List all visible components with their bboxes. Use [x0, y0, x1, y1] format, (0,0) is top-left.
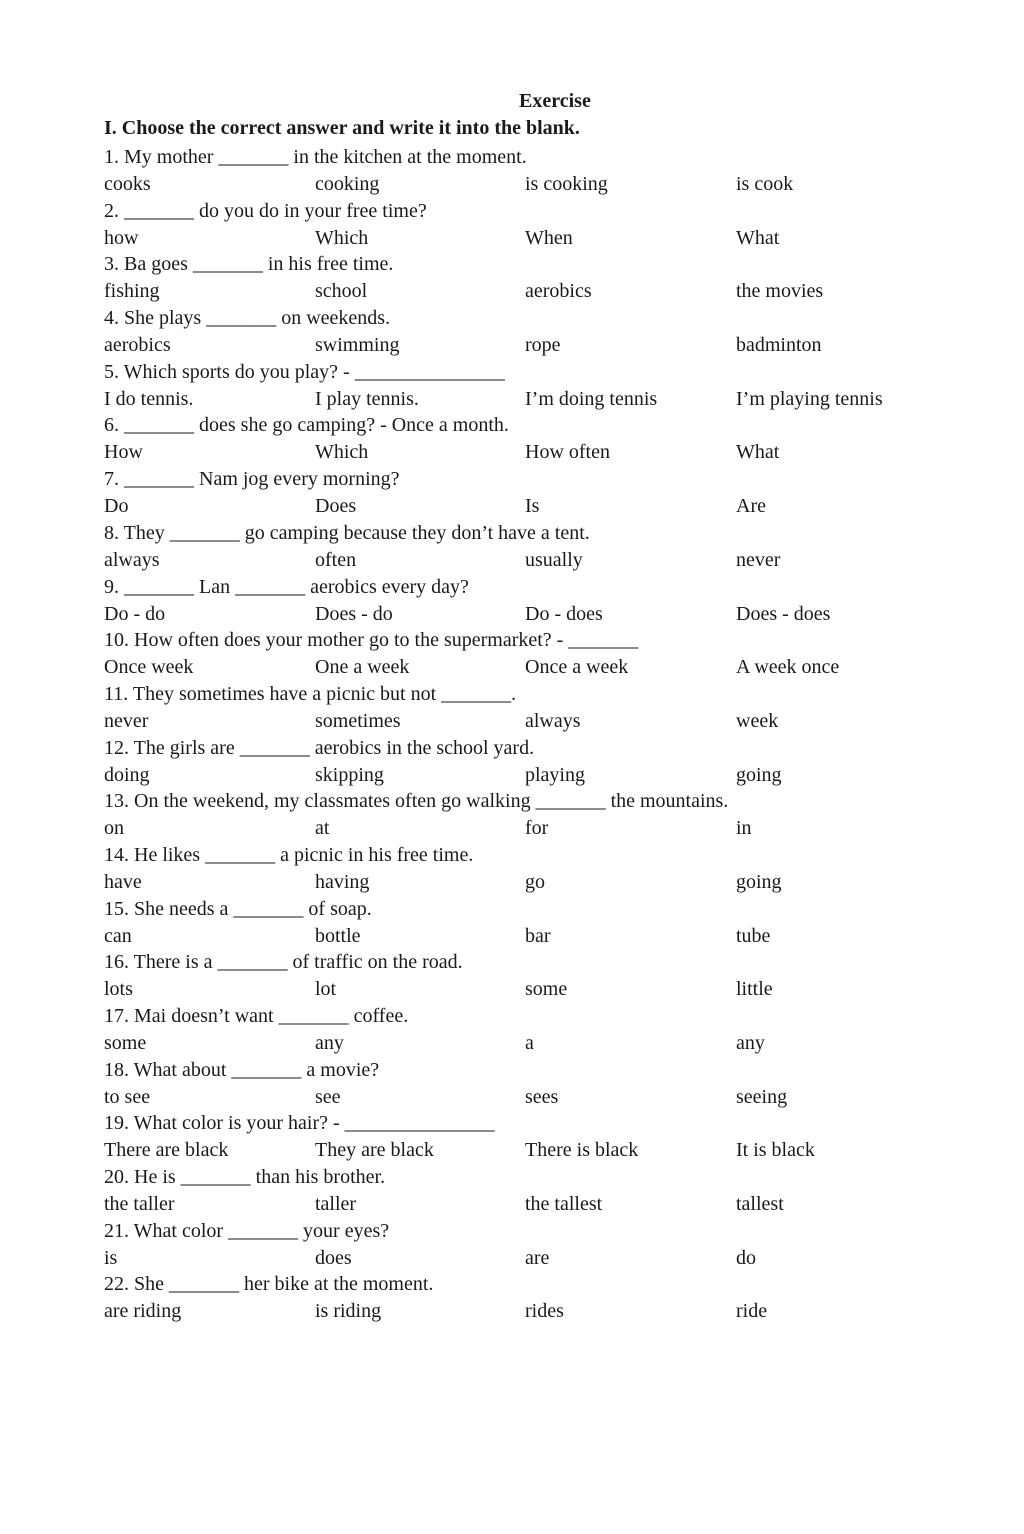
option-c: When	[525, 226, 573, 249]
question-list	[104, 144, 984, 1325]
option-a: are riding	[104, 1300, 182, 1323]
question-text: 15. She needs a _______ of soap.	[104, 897, 372, 920]
option-b: One a week	[315, 656, 410, 679]
option-c: I’m doing tennis	[525, 387, 658, 410]
option-d: What	[736, 226, 780, 249]
option-c: There is black	[525, 1139, 639, 1162]
option-b: taller	[315, 1193, 357, 1216]
question-text: 13. On the weekend, my classmates often go walking _______ the mountains.	[104, 790, 729, 813]
answer-options	[104, 654, 984, 681]
answer-options	[104, 547, 984, 574]
option-b: school	[315, 280, 368, 303]
option-b: is riding	[315, 1300, 382, 1323]
option-d: I’m playing tennis	[736, 387, 883, 410]
question-item	[104, 144, 984, 198]
option-b: any	[315, 1032, 344, 1054]
question-item	[104, 412, 984, 466]
option-d: never	[736, 548, 781, 571]
option-d: in	[736, 817, 752, 840]
question-item	[104, 842, 984, 896]
question-text: 21. What color _______ your eyes?	[104, 1219, 390, 1242]
option-a: how	[104, 226, 139, 249]
question-item	[104, 1057, 984, 1111]
option-b: Does	[315, 495, 357, 518]
answer-options	[104, 1191, 984, 1218]
question-text: 1. My mother _______ in the kitchen at the moment.	[104, 146, 527, 168]
option-a: some	[104, 1032, 147, 1054]
option-c: a	[525, 1032, 534, 1054]
page-title: Exercise	[519, 90, 591, 112]
question-item	[104, 1110, 984, 1164]
option-a: Once week	[104, 656, 194, 679]
answer-options	[104, 601, 984, 628]
option-a: on	[104, 817, 124, 840]
answer-options	[104, 332, 984, 359]
question-text: 16. There is a _______ of traffic on the road.	[104, 951, 463, 974]
option-b: often	[315, 548, 357, 571]
option-d: Are	[736, 495, 766, 518]
question-text: 20. He is _______ than his brother.	[104, 1166, 386, 1189]
option-c: aerobics	[525, 280, 592, 303]
option-b: lot	[315, 978, 337, 1001]
option-c: is cooking	[525, 173, 608, 195]
question-item	[104, 735, 984, 789]
option-c: some	[525, 978, 568, 1001]
option-c: are	[525, 1246, 550, 1269]
question-text: 7. _______ Nam jog every morning?	[104, 468, 400, 491]
question-item	[104, 359, 984, 413]
option-c: bar	[525, 924, 551, 947]
question-item	[104, 1164, 984, 1218]
option-d: Does - does	[736, 602, 831, 625]
option-d: any	[736, 1032, 765, 1054]
option-d: tube	[736, 924, 771, 947]
option-b: having	[315, 870, 370, 893]
question-item	[104, 574, 984, 628]
answer-options	[104, 1245, 984, 1272]
answer-options	[104, 708, 984, 735]
option-d: the movies	[736, 280, 824, 303]
option-a: How	[104, 441, 143, 464]
option-a: never	[104, 709, 149, 732]
answer-options	[104, 439, 984, 466]
option-a: aerobics	[104, 334, 171, 357]
question-text: 11. They sometimes have a picnic but not _______.	[104, 682, 517, 705]
option-c: rope	[525, 334, 561, 357]
question-item	[104, 466, 984, 520]
option-c: rides	[525, 1300, 564, 1323]
option-c: always	[525, 709, 581, 732]
option-d: do	[736, 1246, 756, 1269]
option-c: Do - does	[525, 602, 603, 625]
answer-options	[104, 171, 984, 198]
question-text: 17. Mai doesn’t want _______ coffee.	[104, 1005, 409, 1027]
question-text: 10. How often does your mother go to the supermarket? - _______	[104, 629, 639, 652]
option-b: I play tennis.	[315, 387, 419, 410]
option-b: Which	[315, 226, 369, 249]
option-b: bottle	[315, 924, 361, 947]
question-text: 4. She plays _______ on weekends.	[104, 307, 391, 330]
option-a: Do	[104, 495, 129, 518]
option-a: fishing	[104, 280, 160, 303]
answer-options	[104, 386, 984, 413]
answer-options	[104, 1137, 984, 1164]
answer-options	[104, 1298, 984, 1325]
option-a: cooks	[104, 173, 151, 195]
option-b: cooking	[315, 173, 380, 195]
question-text: 6. _______ does she go camping? - Once a month.	[104, 414, 509, 437]
option-d: A week once	[736, 656, 840, 679]
option-a: always	[104, 548, 160, 571]
question-text: 19. What color is your hair? - _______________	[104, 1112, 495, 1135]
answer-options	[104, 976, 984, 1003]
option-c: Once a week	[525, 656, 629, 679]
option-a: I do tennis.	[104, 387, 194, 410]
answer-options	[104, 762, 984, 789]
question-text: 22. She _______ her bike at the moment.	[104, 1273, 434, 1296]
option-b: Does - do	[315, 602, 393, 625]
option-c: go	[525, 870, 545, 893]
answer-options	[104, 1030, 984, 1057]
option-c: How often	[525, 441, 610, 464]
question-text: 12. The girls are _______ aerobics in the school yard.	[104, 736, 535, 759]
option-b: swimming	[315, 334, 400, 357]
option-d: It is black	[736, 1139, 815, 1162]
option-a: Do - do	[104, 602, 166, 625]
option-d: ride	[736, 1300, 768, 1323]
option-b: sometimes	[315, 709, 401, 732]
option-d: What	[736, 441, 780, 464]
option-d: is cook	[736, 173, 794, 195]
option-d: going	[736, 870, 782, 893]
answer-options	[104, 1084, 984, 1111]
section-instruction: I. Choose the correct answer and write it into the blank.	[104, 117, 580, 139]
question-text: 18. What about _______ a movie?	[104, 1058, 380, 1081]
option-d: badminton	[736, 334, 822, 357]
option-a: is	[104, 1246, 118, 1269]
option-a: can	[104, 924, 132, 947]
question-text: 9. _______ Lan _______ aerobics every day?	[104, 575, 469, 598]
option-a: lots	[104, 978, 133, 1001]
question-item	[104, 1271, 984, 1325]
question-item	[104, 520, 984, 574]
option-b: at	[315, 817, 330, 840]
question-text: 5. Which sports do you play? - _______________	[104, 360, 505, 383]
option-a: have	[104, 870, 142, 893]
option-c: playing	[525, 763, 585, 786]
option-c: the tallest	[525, 1193, 603, 1216]
answer-options	[104, 869, 984, 896]
option-d: seeing	[736, 1085, 788, 1108]
option-d: going	[736, 763, 782, 786]
question-text: 8. They _______ go camping because they don’t have a tent.	[104, 521, 590, 544]
option-b: does	[315, 1246, 352, 1269]
question-item	[104, 198, 984, 252]
question-item	[104, 1218, 984, 1272]
option-d: little	[736, 978, 773, 1001]
option-b: see	[315, 1085, 341, 1108]
option-b: They are black	[315, 1139, 434, 1162]
option-b: skipping	[315, 763, 384, 786]
question-text: 3. Ba goes _______ in his free time.	[104, 253, 394, 276]
option-d: tallest	[736, 1193, 784, 1216]
option-c: sees	[525, 1085, 559, 1108]
option-b: Which	[315, 441, 369, 464]
option-a: to see	[104, 1085, 151, 1108]
option-a: There are black	[104, 1139, 229, 1162]
option-a: the taller	[104, 1193, 175, 1216]
question-item	[104, 627, 984, 681]
option-c: for	[525, 817, 549, 840]
question-item	[104, 251, 984, 305]
question-text: 14. He likes _______ a picnic in his free time.	[104, 843, 474, 866]
answer-options	[104, 278, 984, 305]
question-item	[104, 305, 984, 359]
question-item	[104, 1003, 984, 1057]
answer-options	[104, 225, 984, 252]
answer-options	[104, 923, 984, 950]
question-item	[104, 681, 984, 735]
answer-options	[104, 815, 984, 842]
option-d: week	[736, 709, 779, 732]
question-item	[104, 949, 984, 1003]
option-a: doing	[104, 763, 150, 786]
question-item	[104, 788, 984, 842]
question-text: 2. _______ do you do in your free time?	[104, 199, 427, 222]
question-item	[104, 896, 984, 950]
option-c: usually	[525, 548, 583, 571]
option-c: Is	[525, 495, 540, 518]
answer-options	[104, 493, 984, 520]
